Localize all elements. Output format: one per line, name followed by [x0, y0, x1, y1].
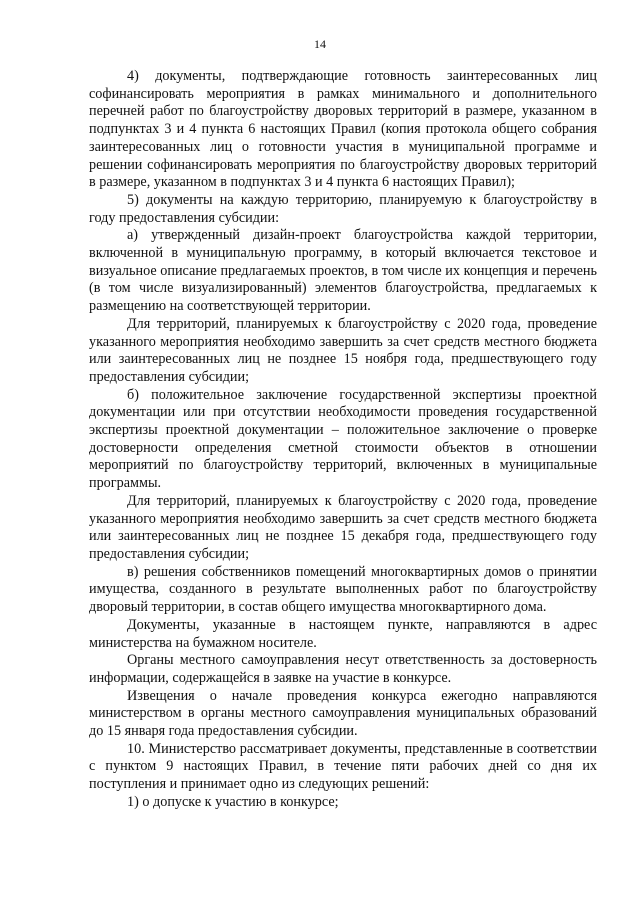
- paragraph-decision-1: 1) о допуске к участию в конкурсе;: [127, 793, 339, 810]
- paragraph-subitem-b: б) положительное заключение государственной экспертизы проектной документации или при отсутствии необходимости проведения государственной экспертизы проектной документации – положительное заключение о проверке достоверности определения сметной стоимости объектов в отношении мероприятий по благоустройству территорий, включенных в муниципальные программы.: [89, 386, 597, 492]
- paragraph-responsibility: Органы местного самоуправления несут ответственность за достоверность информации, содержащейся в заявке на участие в конкурсе.: [89, 652, 597, 686]
- paragraph-subitem-a: а) утвержденный дизайн-проект благоустройства каждой территории, включенной в муниципальную программу, в который включается текстовое и визуальное описание предлагаемых проектов, в том числе их концепция и перечень (в том числе визуализированный) элементов благоустройства, предлагаемых к размещению на соответствующей территории.: [89, 227, 597, 315]
- paragraph-deadline-december: Для территорий, планируемых к благоустройству с 2020 года, проведение указанного мероприятия необходимо завершить за счет средств местного бюджета или заинтересованных лиц не позднее 15 декабря года, предшествующего году предоставления субсидии;: [89, 492, 597, 562]
- body-text: [89, 68, 597, 812]
- paragraph-item-4-documents: 4) документы, подтверждающие готовность заинтересованных лиц софинансировать мероприятия в рамках минимального и дополнительного перечней работ по благоустройству дворовых территорий в размере, указанном в подпунктах 3 и 4 пункта 6 настоящих Правил (копия протокола общего собрания заинтересованных лиц о готовности участия в муниципальной программе и решении софинансировать мероприятия по благоустройству дворовых территорий в размере, указанном в подпунктах 3 и 4 пункта 6 настоящих Правил);: [89, 68, 597, 191]
- paragraph-subitem-v: в) решения собственников помещений многоквартирных домов о принятии имущества, созданного в результате выполненных работ по благоустройству дворовый территории, в состав общего имущества многоквартирного дома.: [89, 563, 597, 616]
- paragraph-clause-10: 10. Министерство рассматривает документы, представленные в соответствии с пунктом 9 настоящих Правил, в течение пяти рабочих дней со дня их поступления и принимает одно из следующих решений:: [89, 740, 597, 793]
- paragraph-item-5-documents: 5) документы на каждую территорию, планируемую к благоустройству в году предоставления субсидии:: [89, 191, 597, 226]
- page-number: 14: [314, 37, 326, 51]
- paragraph-notices: Извещения о начале проведения конкурса ежегодно направляются министерством в органы местного самоуправления муниципальных образований до 15 января года предоставления субсидии.: [89, 687, 597, 740]
- paragraph-deadline-november: Для территорий, планируемых к благоустройству с 2020 года, проведение указанного мероприятия необходимо завершить за счет средств местного бюджета или заинтересованных лиц не позднее 15 ноября года, предшествующего году предоставления субсидии;: [89, 315, 597, 385]
- paragraph-paper-submission: Документы, указанные в настоящем пункте, направляются в адрес министерства на бумажном носителе.: [89, 616, 597, 651]
